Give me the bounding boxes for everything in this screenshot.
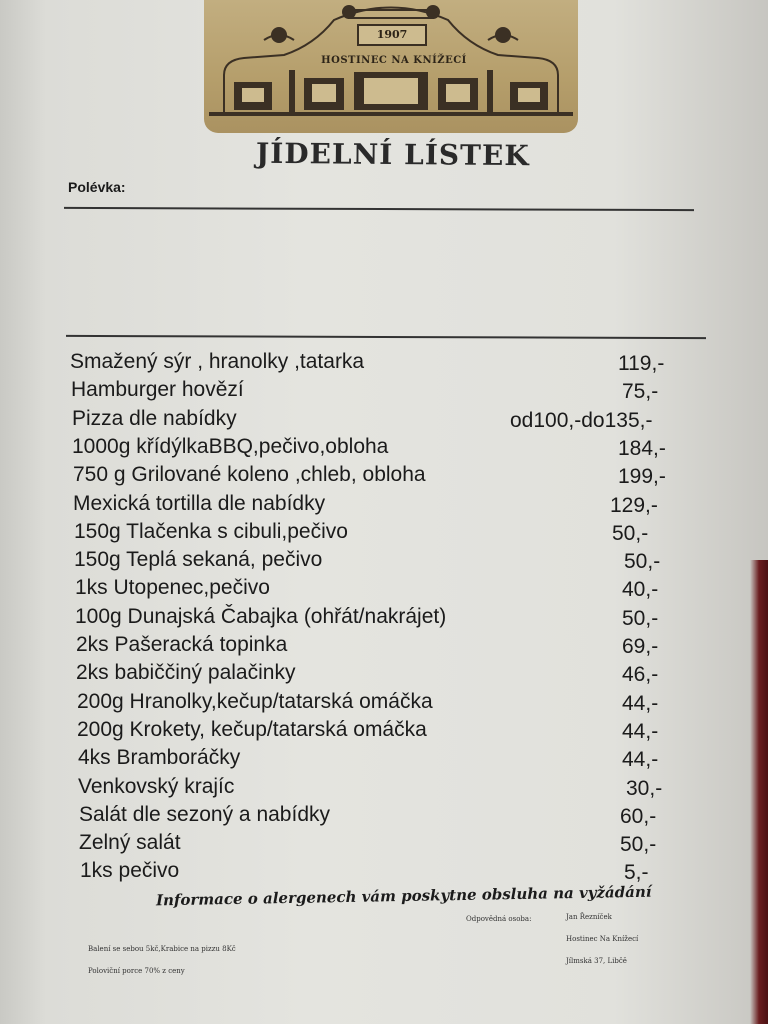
responsible-label: Odpovědná osoba: xyxy=(466,915,532,923)
menu-sheet xyxy=(18,0,754,1024)
menu-item-price: 69,- xyxy=(622,635,659,658)
menu-item-name: Hamburger hovězí xyxy=(71,378,244,402)
menu-item-price: 184,- xyxy=(618,436,666,460)
menu-item-price: 119,- xyxy=(618,352,665,375)
menu-item-price: 44,- xyxy=(622,748,659,772)
menu-item-name: 2ks Pašeracká topinka xyxy=(76,633,288,656)
menu-item-name: 1ks Utopenec,pečivo xyxy=(75,576,270,600)
responsible-person: Jan Řezníček xyxy=(566,913,612,921)
menu-item-name: Zelný salát xyxy=(79,831,181,855)
menu-item-price: 5,- xyxy=(624,861,649,885)
menu-item-name: 150g Teplá sekaná, pečivo xyxy=(74,548,323,572)
soup-label: Polévka: xyxy=(68,179,126,195)
menu-item-name: 1000g křídýlkaBBQ,pečivo,obloha xyxy=(72,434,389,458)
menu-item-price: 46,- xyxy=(622,663,659,687)
menu-item-price: 30,- xyxy=(626,776,663,800)
menu-item-name: Pizza dle nabídky xyxy=(72,406,237,430)
menu-item-name: 4ks Bramboráčky xyxy=(78,746,241,770)
logo-year: 1907 xyxy=(357,24,427,46)
menu-item-price: 129,- xyxy=(610,493,658,517)
menu-item-price: 60,- xyxy=(620,804,657,828)
restaurant-logo xyxy=(204,0,578,133)
menu-item-price: 44,- xyxy=(622,719,659,743)
menu-item-price: 50,- xyxy=(624,550,661,574)
menu-item-price: 40,- xyxy=(622,578,659,602)
responsible-company: Hostinec Na Knížecí xyxy=(566,935,639,943)
menu-item-name: Salát dle sezoný a nabídky xyxy=(79,802,330,826)
gate-illustration xyxy=(204,0,578,133)
allergen-note: Informace o alergenech vám poskytne obsluha na vyžádání xyxy=(155,882,652,910)
menu-item-name: 750 g Grilované koleno ,chleb, obloha xyxy=(73,463,426,487)
soup-bottom-divider xyxy=(66,335,706,339)
menu-item-price: 50,- xyxy=(620,833,657,857)
menu-item-name: 1ks pečivo xyxy=(80,859,180,883)
soup-top-divider xyxy=(64,207,694,211)
menu-item-name: Venkovský krajíc xyxy=(78,774,235,798)
footnote-packaging: Balení se sebou 5kč,Krabice na pizzu 8Kč xyxy=(88,945,236,953)
menu-item-name: 100g Dunajská Čabajka (ohřát/nakrájet) xyxy=(75,604,447,628)
menu-item-name: Mexická tortilla dle nabídky xyxy=(73,491,326,515)
menu-title: JÍDELNÍ LÍSTEK xyxy=(255,136,530,173)
menu-item-name: 150g Tlačenka s cibuli,pečivo xyxy=(74,519,348,543)
menu-item-name: Smažený sýr , hranolky ,tatarka xyxy=(70,350,365,373)
footnote-half-portion: Poloviční porce 70% z ceny xyxy=(88,967,185,975)
menu-item-name: 2ks babiččiný palačinky xyxy=(76,661,296,685)
menu-item-price: 50,- xyxy=(622,606,659,630)
menu-item-price: od100,-do135,- xyxy=(510,408,653,432)
menu-item-name: 200g Krokety, kečup/tatarská omáčka xyxy=(77,717,427,741)
menu-item-price: 75,- xyxy=(622,380,659,404)
menu-item-name: 200g Hranolky,kečup/tatarská omáčka xyxy=(77,689,433,713)
menu-item-price: 199,- xyxy=(618,465,666,489)
responsible-address: Jílmská 37, Libčě xyxy=(566,957,627,965)
logo-name: HOSTINEC NA KNÍŽECÍ xyxy=(321,55,467,66)
menu-item-price: 50,- xyxy=(612,521,649,545)
menu-item-price: 44,- xyxy=(622,691,659,715)
